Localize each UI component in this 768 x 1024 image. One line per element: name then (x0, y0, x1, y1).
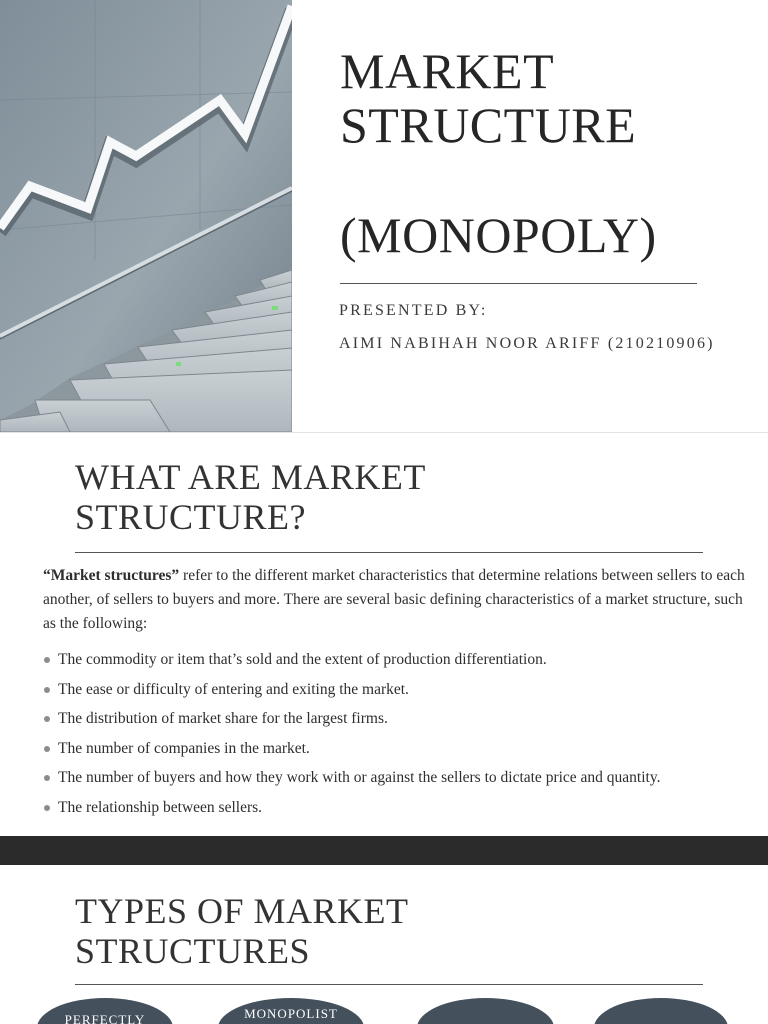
list-item-text: The relationship between sellers. (58, 798, 263, 816)
market-type-monopoly (594, 998, 728, 1024)
characteristics-list (43, 645, 753, 822)
list-item-text: The ease or difficulty of entering and exiting the market. (58, 680, 409, 698)
list-item (43, 645, 753, 675)
heading-line: STRUCTURES (75, 931, 311, 971)
bullet-icon (44, 657, 50, 663)
market-type-label: PERFECTLY (64, 1012, 146, 1024)
list-item-text: The number of companies in the market. (58, 739, 310, 757)
list-item-text: The distribution of market share for the largest firms. (58, 710, 388, 727)
list-item (43, 675, 753, 705)
title-divider (340, 283, 697, 284)
market-type-monopolistic (218, 998, 364, 1024)
slide-heading (75, 457, 595, 537)
market-type-perfect-competition (37, 998, 173, 1024)
stairs-growth-photo (0, 0, 292, 432)
intro-term: “Market structures” (43, 567, 180, 584)
presented-by-label: PRESENTED BY: (339, 302, 488, 319)
bullet-icon (44, 805, 50, 811)
list-item-text: The commodity or item that’s sold and the extent of production differentiation. (58, 651, 547, 668)
list-item-text: The number of buyers and how they work with or against the sellers to dictate price and quantity. (58, 769, 661, 786)
market-type-label: MONOPOLIST (244, 1006, 338, 1021)
title-slide (0, 0, 768, 432)
intro-paragraph (43, 564, 753, 636)
intro-text: refer to the different market characteristics that determine relations between sellers to each another, of sellers to buyers and more. There are several basic defining characteristics of a market structure, such as the following: (43, 567, 745, 632)
heading-divider (75, 552, 703, 553)
title-line: MARKET (340, 43, 555, 99)
types-slide (0, 865, 768, 1024)
slide-separator-band (0, 836, 768, 865)
list-item (43, 734, 753, 764)
title-line: (MONOPOLY) (340, 207, 657, 263)
slide-heading (75, 891, 595, 971)
title-line: STRUCTURE (340, 97, 637, 153)
heading-line: TYPES OF MARKET (75, 891, 409, 931)
bullet-icon (44, 746, 50, 752)
heading-line: WHAT ARE MARKET (75, 457, 426, 497)
heading-divider (75, 984, 703, 985)
list-item (43, 763, 753, 793)
bullet-icon (44, 687, 50, 693)
bullet-icon (44, 775, 50, 781)
presentation-title (340, 44, 740, 262)
market-type-oligopoly (417, 998, 554, 1024)
list-item (43, 704, 753, 734)
bullet-icon (44, 716, 50, 722)
presenter-name: AIMI NABIHAH NOOR ARIFF (210210906) (339, 335, 715, 352)
definition-slide (0, 433, 768, 836)
list-item (43, 793, 753, 823)
heading-line: STRUCTURE? (75, 497, 307, 537)
